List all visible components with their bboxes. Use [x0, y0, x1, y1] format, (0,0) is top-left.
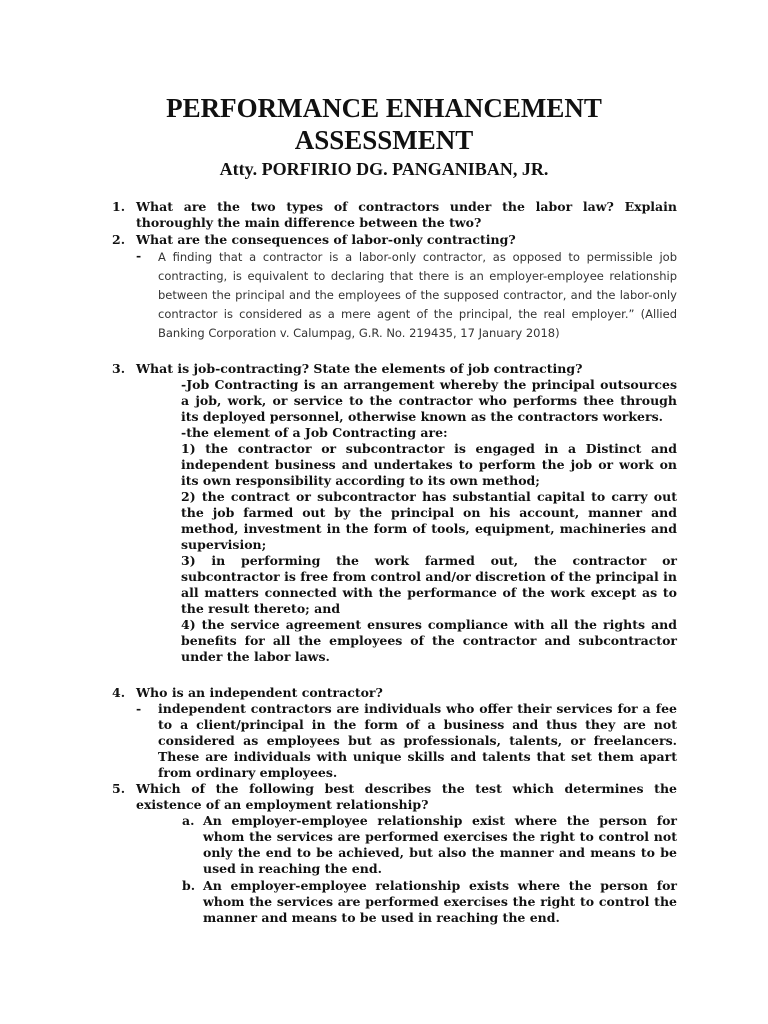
answer-3-element-4: 4) the service agreement ensures compliance with all the rights and benefits for all the employees of the contractor and subcontractor under the labor laws.: [181, 617, 677, 664]
answer-4: [136, 701, 677, 781]
page-title-line2: ASSESSMENT: [294, 125, 474, 155]
question-1-text: What are the two types of contractors under the labor law? Explain thoroughly the main difference between the two?: [136, 199, 677, 230]
answer-3-elements-heading: -the element of a Job Contracting are:: [181, 425, 448, 440]
question-3-text: What is job-contracting? State the elements of job contracting?: [136, 361, 583, 376]
question-4-text: Who is an independent contractor?: [136, 685, 383, 700]
answer-3-element-1: 1) the contractor or subcontractor is engaged in a Distinct and independent business and undertakes to perform the job or work on its own responsibility according to its own method;: [181, 441, 677, 488]
option-b-letter: b.: [182, 878, 196, 893]
answer-3-element-2: 2) the contract or subcontractor has substantial capital to carry out the job farmed out by the principal on his account, manner and method, investment in the form of tools, equipment, machineries and supervision;: [181, 489, 677, 552]
answer-3-element-3: 3) in performing the work farmed out, the contractor or subcontractor is free from control and/or discretion of the principal in all matters connected with the performance of the work except as to the result thereto; and: [181, 553, 677, 616]
question-3-number: 3.: [112, 361, 126, 376]
author-line: Atty. PORFIRIO DG. PANGANIBAN, JR.: [219, 159, 549, 179]
answer-4-text: independent contractors are individuals who offer their services for a fee to a client/principal in the form of a business and thus they are not considered as employees but as professionals, talents, or freelancers. These are individuals with unique skills and talents that set them apart from ordinary employees.: [158, 701, 677, 780]
page-title-line1: PERFORMANCE ENHANCEMENT: [166, 93, 602, 123]
option-b-text: An employer-employee relationship exists where the person for whom the services are performed exercises the right to control the manner and means to be used in reaching the end.: [203, 878, 677, 925]
option-a-letter: a.: [182, 813, 195, 828]
question-1-number: 1.: [112, 199, 126, 214]
answer-3-intro: -Job Contracting is an arrangement whereby the principal outsources a job, work, or service to the contractor who performs thee through its deployed personnel, otherwise known as the contractors workers.: [181, 377, 677, 424]
option-b: [182, 878, 677, 926]
question-4-number: 4.: [112, 685, 126, 700]
option-a: [182, 813, 677, 877]
answer-2: [136, 248, 677, 343]
answer-4-bullet: -: [136, 701, 142, 716]
question-2: [112, 232, 677, 248]
question-3: [112, 361, 677, 377]
question-5-number: 5.: [112, 781, 126, 796]
question-4: [112, 685, 677, 701]
question-2-number: 2.: [112, 232, 126, 247]
question-1: [112, 199, 677, 231]
answer-2-text: A finding that a contractor is a labor-only contractor, as opposed to permissible job contracting, is equivalent to declaring that there is an employer-employee relationship between the principal and the employees of the supposed contractor, and the labor-only contractor is considered as a mere agent of the principal, the real employer.” (Allied Banking Corporation v. Calumpag, G.R. No. 219435, 17 January 2018): [158, 250, 677, 340]
answer-3: [181, 377, 677, 665]
question-5: [112, 781, 677, 813]
question-5-text: Which of the following best describes the test which determines the existence of an employment relationship?: [136, 781, 677, 812]
answer-2-bullet: -: [136, 248, 142, 263]
question-2-text: What are the consequences of labor-only contracting?: [136, 232, 516, 247]
option-a-text: An employer-employee relationship exist where the person for whom the services are performed exercises the right to control not only the end to be achieved, but also the manner and means to be used in reaching the end.: [203, 813, 677, 876]
